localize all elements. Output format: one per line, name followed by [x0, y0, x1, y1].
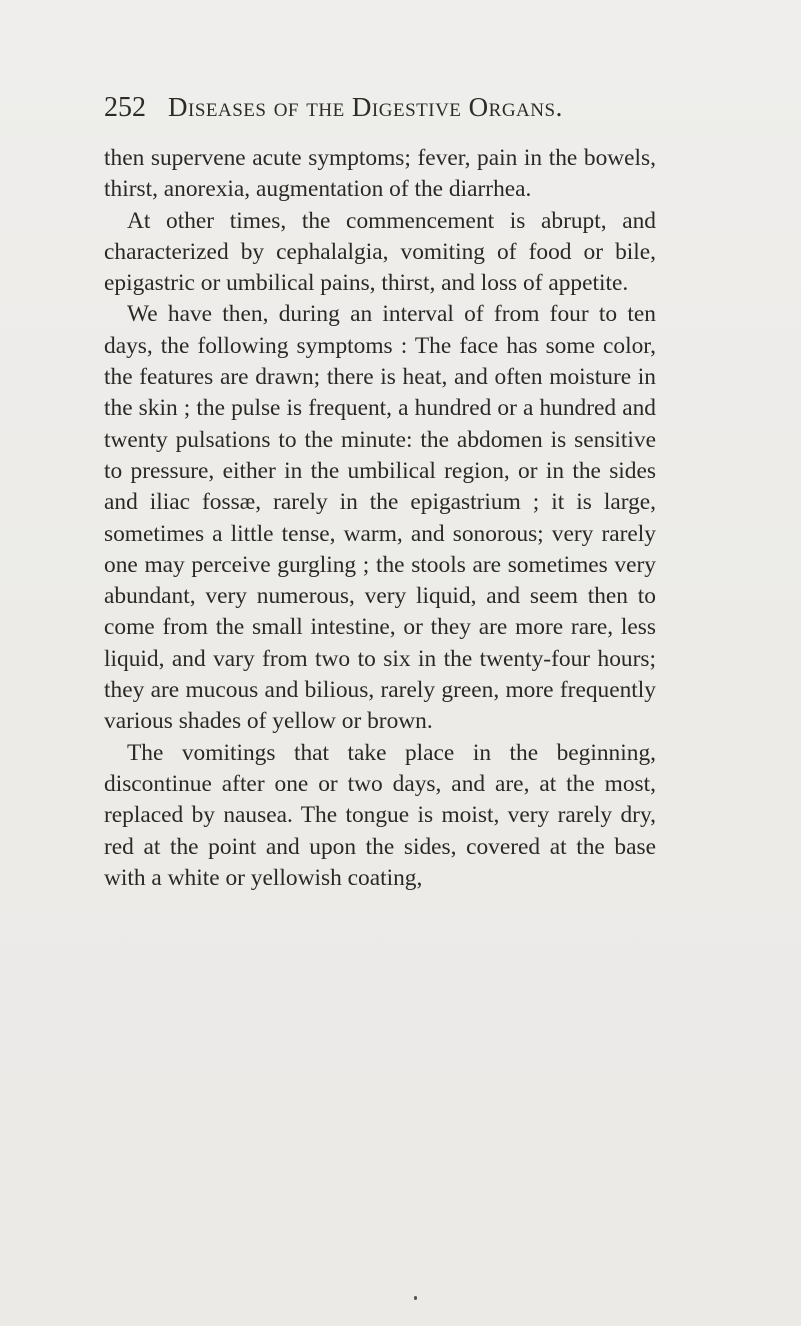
paragraph-1: then supervene acute symptoms; fever, pain in the bowels, thirst, anorexia, augmentation of the diarrhea. [104, 145, 656, 203]
running-head: Diseases of the Digestive Organs. [168, 92, 563, 122]
paragraph-4: The vomitings that take place in the beginning, discontinue after one or two days, and are, at the most, replaced by nausea. The tongue is moist, very rarely dry, red at the point and upon the sides, covered at the base with a white or yellowish coating, [104, 739, 656, 891]
page-header [104, 92, 664, 132]
paragraph-2: At other times, the commencement is abrupt, and characterized by cephalalgia, vomiting of food or bile, epigastric or umbilical pains, thirst, and loss of appetite. [104, 207, 656, 297]
page-number: 252 [104, 92, 146, 123]
paragraph-3: We have then, during an interval of from four to ten days, the following symptoms : The face has some color, the features are drawn; there is heat, and often moisture in the skin ; the pulse is frequent, a hundred or a hundred and twenty pulsations to the minute: the abdomen is sensitive to pressure, either in the umbilical region, or in the sides and iliac fossæ, rarely in the epigastrium ; it is large, sometimes a little tense, warm, and sonorous; very rarely one may perceive gurgling ; the stools are sometimes very abundant, very numerous, very liquid, and seem then to come from the small intestine, or they are more rare, less liquid, and vary from two to six in the twenty-four hours; they are mucous and bilious, rarely green, more frequently various shades of yellow or brown. [104, 301, 656, 735]
body-text [104, 143, 656, 894]
ink-speck [414, 1296, 417, 1300]
